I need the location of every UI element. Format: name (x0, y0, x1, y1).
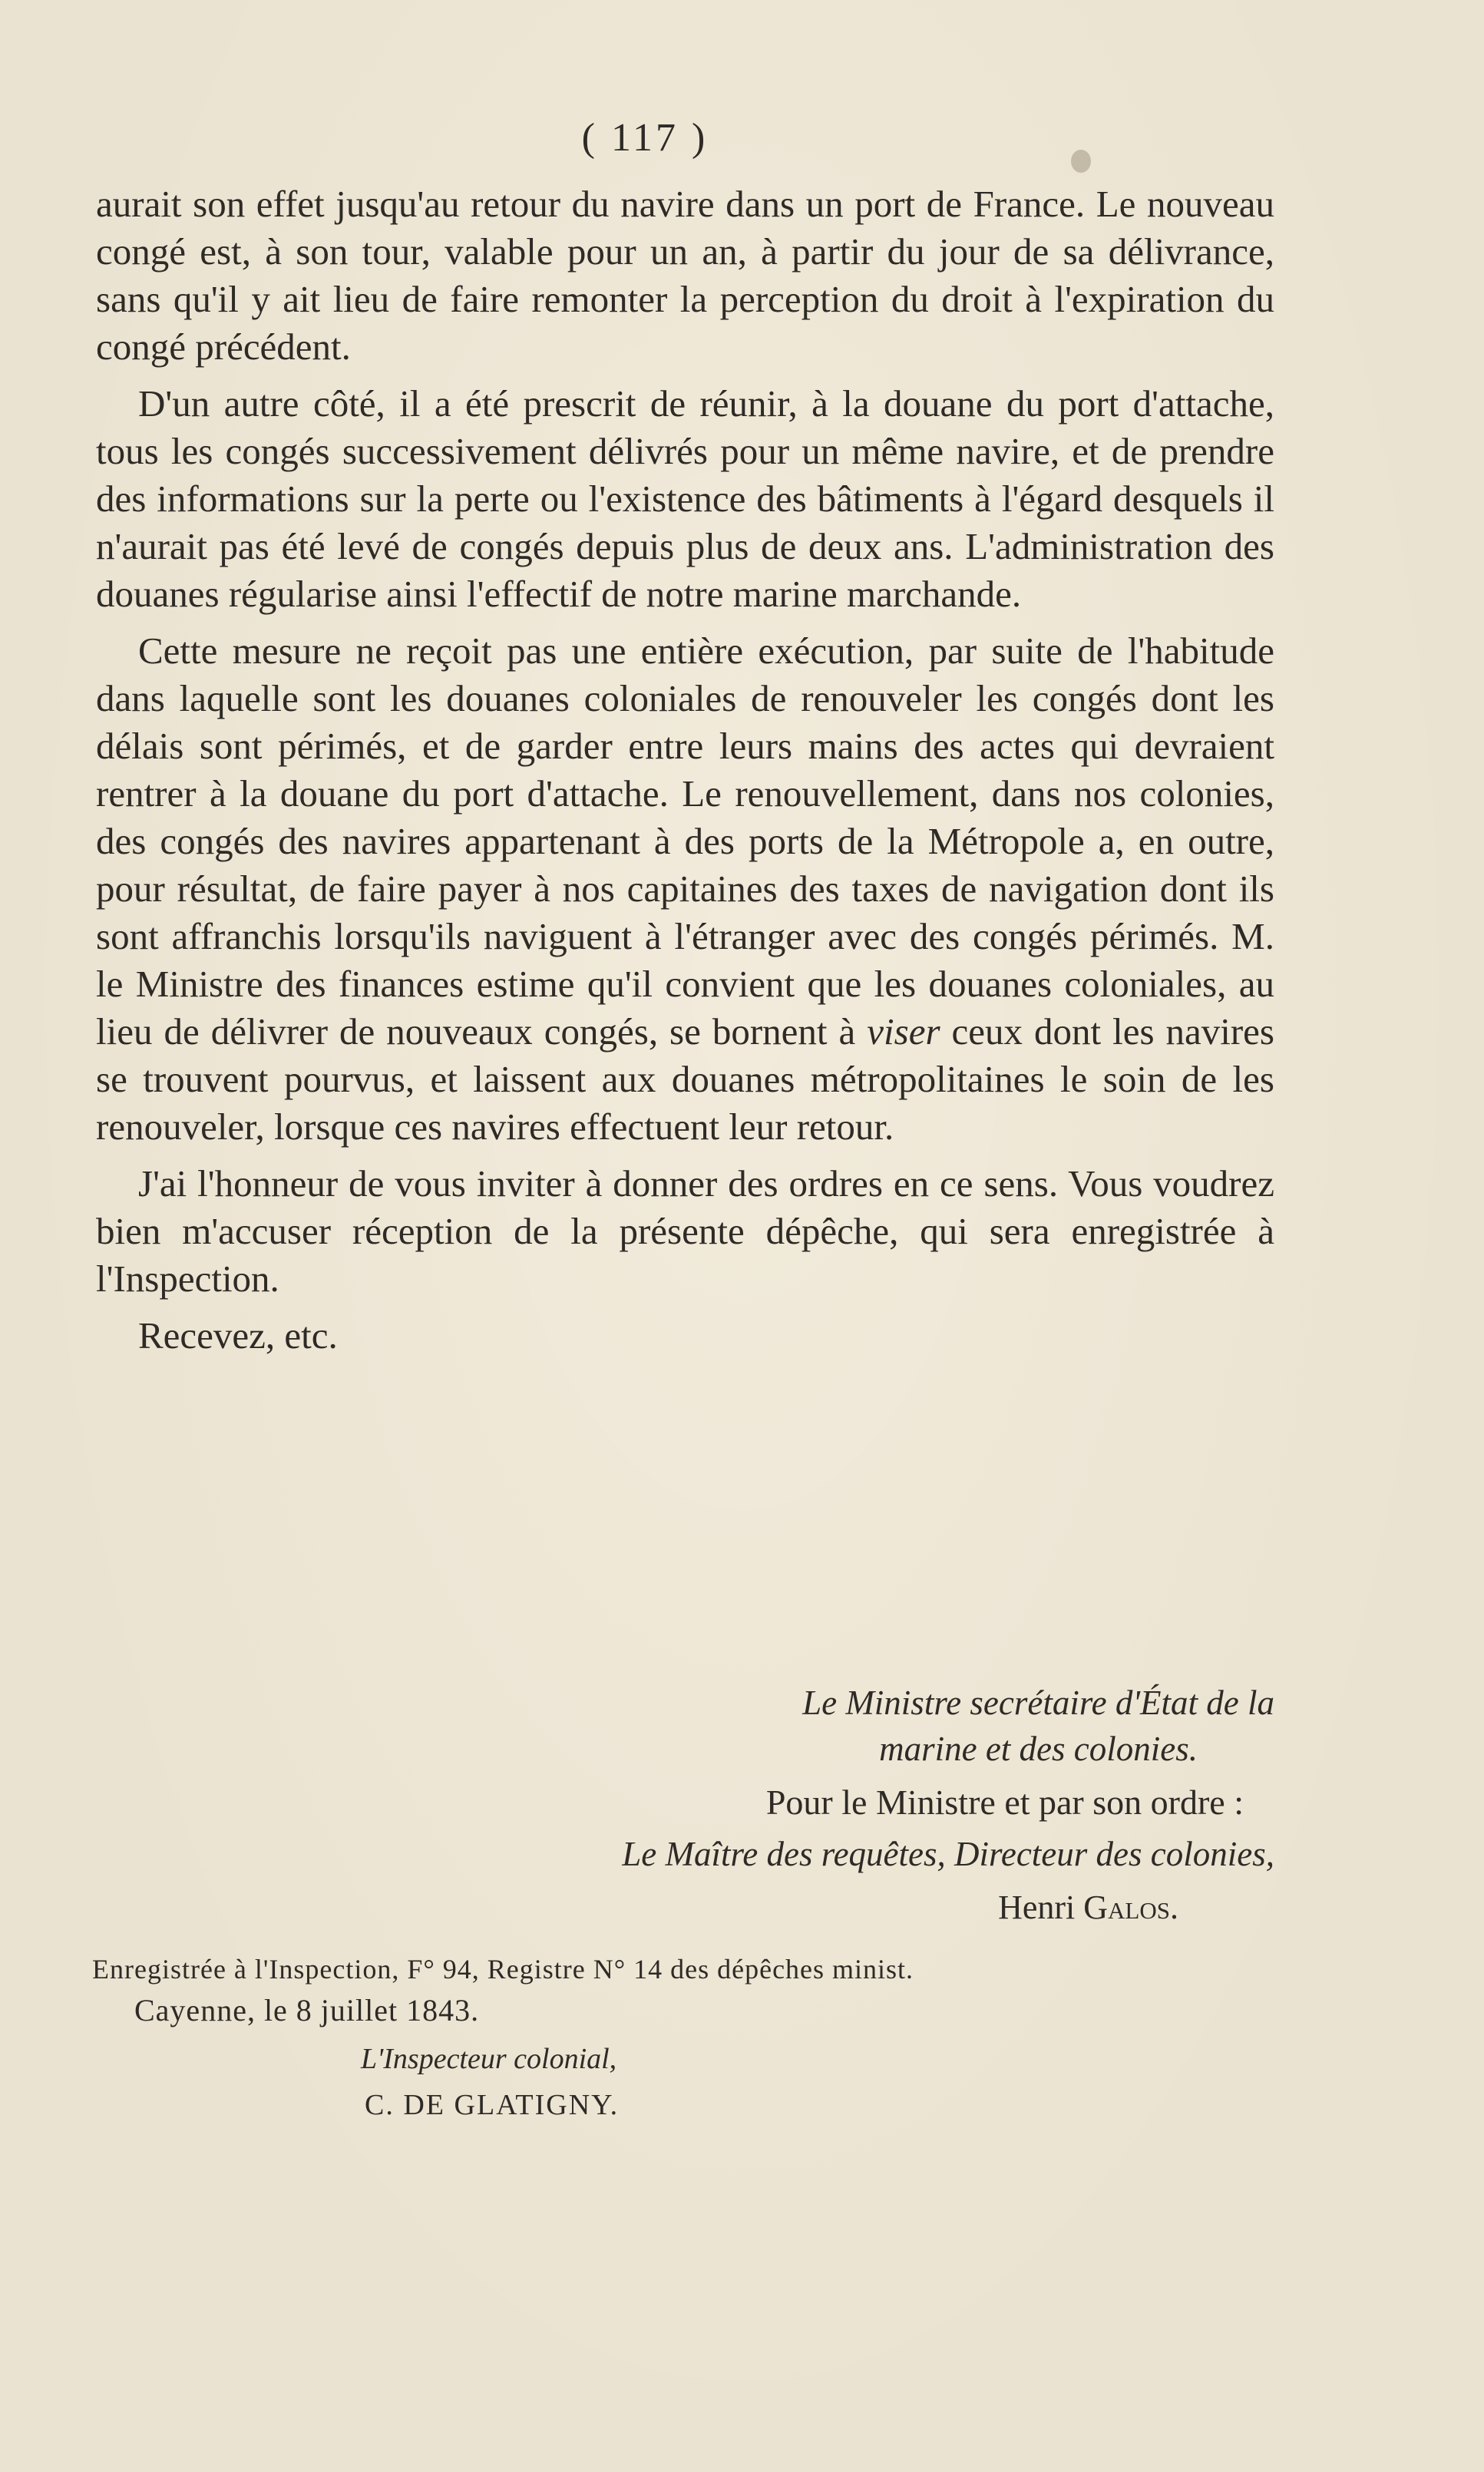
signatory-title-line-1: Le Ministre secrétaire d'État de la (802, 1684, 1274, 1722)
closing-formula: Recevez, etc. (138, 1314, 338, 1357)
paragraph-4: J'ai l'honneur de vous inviter à donner des ordres en ce sens. Vous voudrez bien m'accuser réception de la présente dépêche, qui sera enregistrée à l'Inspection. (96, 1162, 1274, 1300)
signatory-last-name: Galos. (1083, 1889, 1178, 1926)
inspector-title: L'Inspecteur colonial, (361, 2043, 617, 2075)
signatory-name (96, 1885, 1274, 1931)
paragraph-1: aurait son effet jusqu'au retour du navire dans un port de France. Le nouveau congé est, à son tour, valable pour un an, à partir du jour de sa délivrance, sans qu'il y ait lieu de faire remonter la perception du droit à l'expiration du congé précédent. (96, 183, 1274, 368)
signatory-first-name: Henri (998, 1889, 1076, 1926)
signatory-title-line-2: marine et des colonies. (879, 1730, 1198, 1768)
letter-body (96, 180, 1274, 1369)
inspector-name: C. DE GLATIGNY. (365, 2089, 620, 2121)
registration-note: Enregistrée à l'Inspection, F° 94, Registre N° 14 des dépêches minist. (92, 1954, 914, 1985)
paragraph-3-text-before: Cette mesure ne reçoit pas une entière exécution, par suite de l'habitude dans laquelle sont les douanes coloniales de renouveler les congés dont les délais sont périmés, et de garder entre leurs mains des actes qui devraient rentrer à la douane du port d'attache. Le renouvellement, dans nos colonies, des congés des navires appartenant à des ports de la Métropole a, en outre, pour résultat, de faire payer à nos capitaines des taxes de navigation dont ils sont affranchis lorsqu'ils naviguent à l'étranger avec des congés périmés. M. le Ministre des finances estime qu'il convient que les douanes coloniales, au lieu de délivrer de nouveaux congés, se bornent à (96, 630, 1274, 1053)
page-number: ( 117 ) (581, 116, 709, 160)
paragraph-3-text-after: ceux dont les navires se trouvent pourvus, et laissent aux douanes métropolitaines le soin de les renouveler, lorsque ces navires effectuent leur retour. (96, 1010, 1274, 1148)
emphasized-word: viser (867, 1010, 940, 1053)
paragraph-3 (96, 627, 1274, 1151)
registration-date: Cayenne, le 8 juillet 1843. (134, 1993, 480, 2028)
signatory-director: Le Maître des requêtes, Directeur des colonies, (622, 1835, 1274, 1873)
signatory-order: Pour le Ministre et par son ordre : (765, 1783, 1244, 1822)
paragraph-2: D'un autre côté, il a été prescrit de réunir, à la douane du port d'attache, tous les congés successivement délivrés pour un même navire, et de prendre des informations sur la perte ou l'existence des bâtiments à l'égard desquels il n'aurait pas été levé de congés depuis plus de deux ans. L'administration des douanes régularise ainsi l'effectif de notre marine marchande. (96, 382, 1274, 615)
signatory-title (96, 1680, 1274, 1772)
